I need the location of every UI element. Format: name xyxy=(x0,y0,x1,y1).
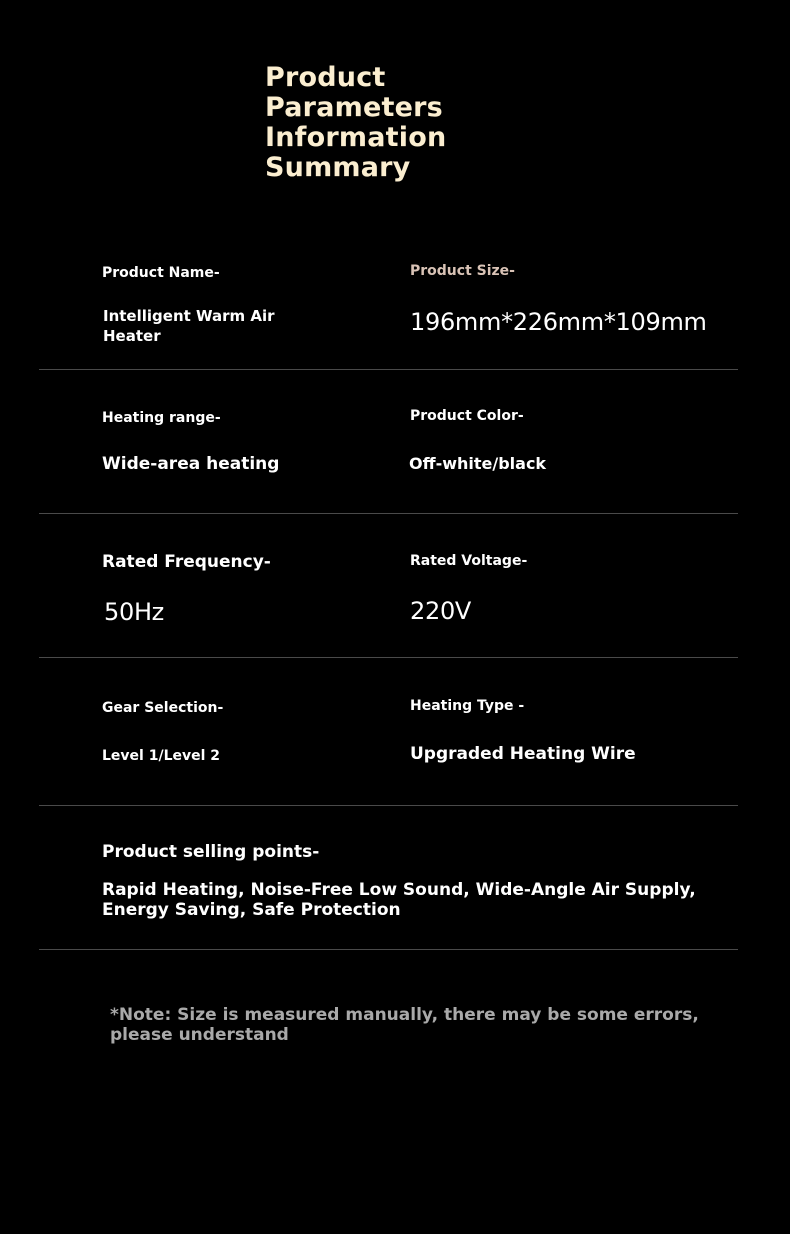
selling-points-label: Product selling points- xyxy=(102,842,320,862)
size-note: *Note: Size is measured manually, there may be some errors, please understand xyxy=(110,1005,699,1045)
page-title xyxy=(265,63,525,183)
product-size-value: 196mm*226mm*109mm xyxy=(410,308,707,336)
rated-voltage-value: 220V xyxy=(410,597,472,625)
rated-frequency-label: Rated Frequency- xyxy=(102,552,271,572)
heating-type-label: Heating Type - xyxy=(410,698,525,714)
divider-4 xyxy=(39,805,738,806)
rated-voltage-label: Rated Voltage- xyxy=(410,553,528,569)
page-title-line-2: Parameters xyxy=(265,92,443,123)
rated-frequency-value: 50Hz xyxy=(104,598,164,626)
divider-5 xyxy=(39,949,738,950)
heating-type-value: Upgraded Heating Wire xyxy=(410,744,636,764)
product-color-value: Off-white/black xyxy=(409,454,547,473)
divider-3 xyxy=(39,657,738,658)
product-size-label: Product Size- xyxy=(410,263,515,279)
selling-points-value: Rapid Heating, Noise-Free Low Sound, Wide-Angle Air Supply, Energy Saving, Safe Protection xyxy=(102,880,696,920)
page-title-line-1: Product xyxy=(265,62,386,93)
heating-range-label: Heating range- xyxy=(102,410,221,426)
heating-range-value: Wide-area heating xyxy=(102,454,280,474)
gear-selection-value: Level 1/Level 2 xyxy=(102,748,221,764)
product-name-label: Product Name- xyxy=(102,265,220,281)
product-name-value: Intelligent Warm Air Heater xyxy=(103,307,275,345)
page-title-line-3: Information xyxy=(265,122,447,153)
divider-2 xyxy=(39,513,738,514)
gear-selection-label: Gear Selection- xyxy=(102,700,224,716)
page-title-line-4: Summary xyxy=(265,152,411,183)
product-color-label: Product Color- xyxy=(410,408,524,424)
divider-1 xyxy=(39,369,738,370)
